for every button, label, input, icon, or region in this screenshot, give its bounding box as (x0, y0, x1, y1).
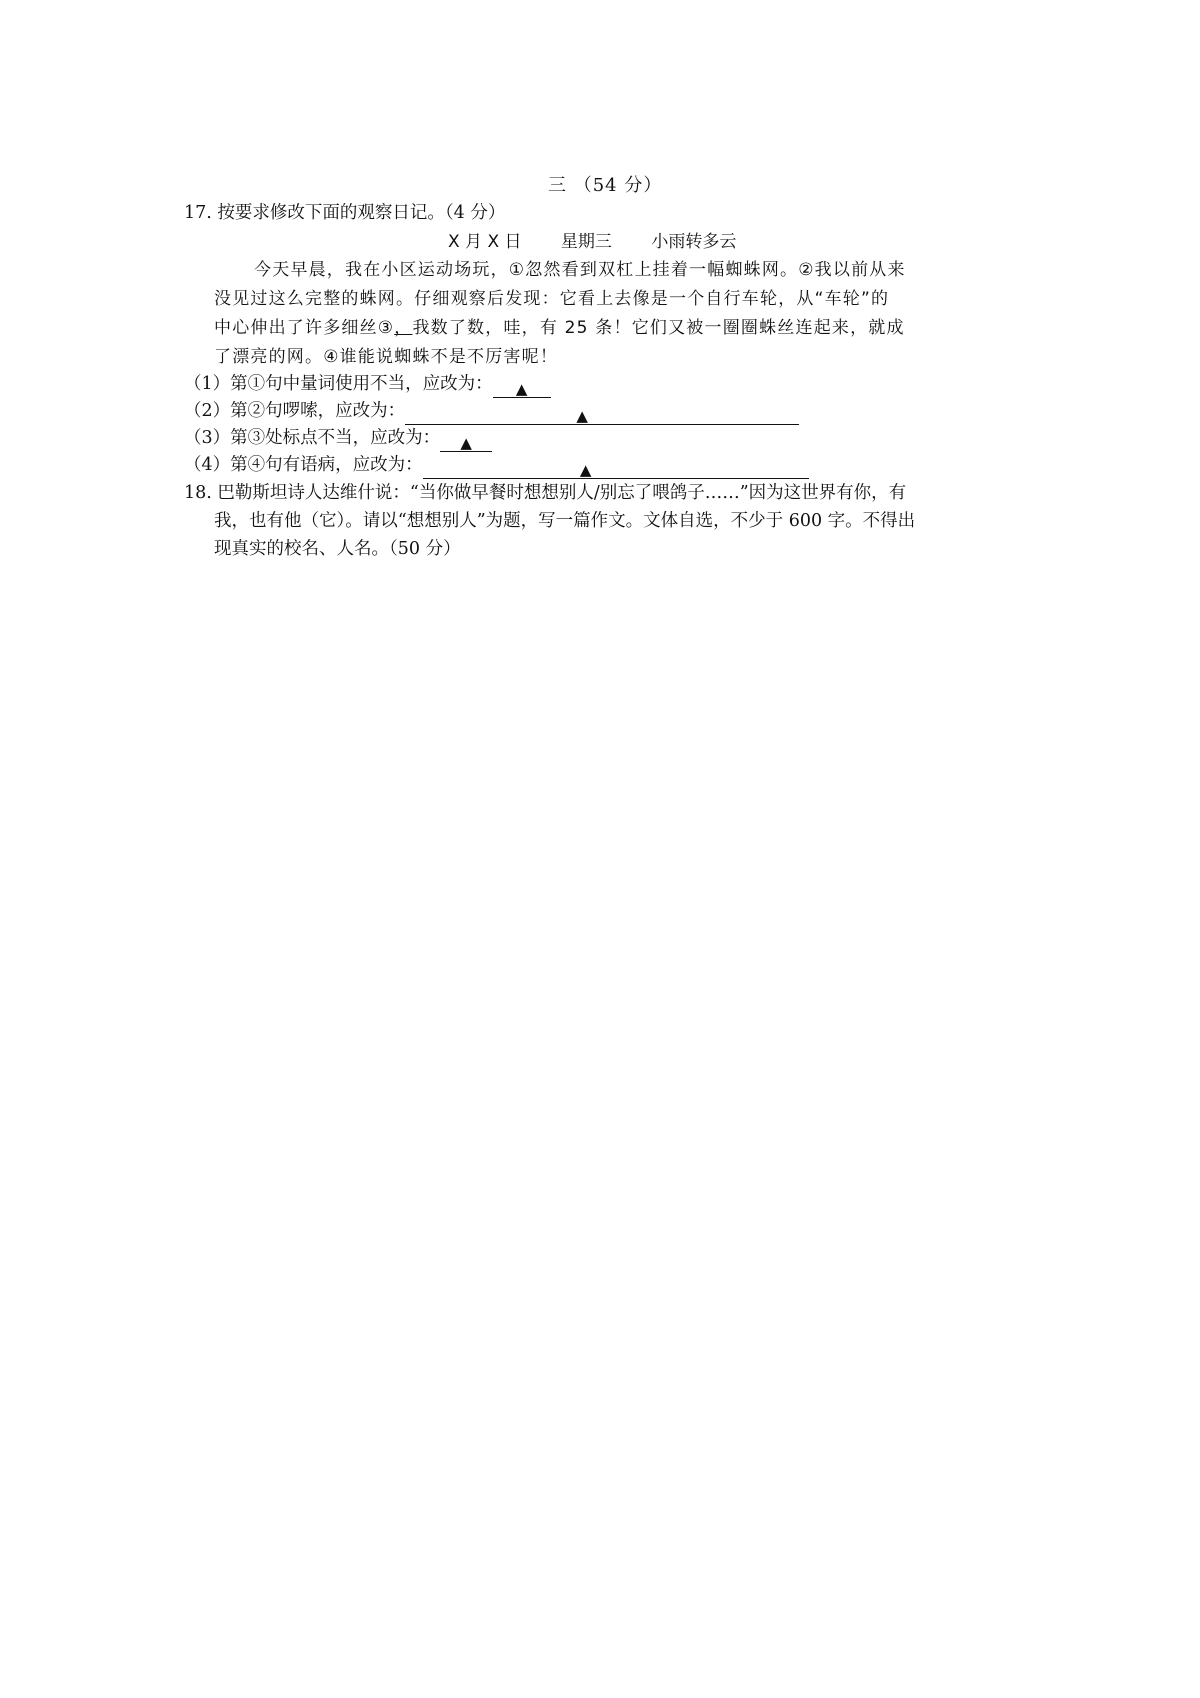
triangle-marker-icon: ▲ (579, 461, 592, 479)
triangle-marker-icon: ▲ (460, 434, 472, 452)
diary-line-1: 今天早晨，我在小区运动场玩，①忽然看到双杠上挂着一幅蜘蛛网。②我以前从来 (254, 260, 906, 280)
question-17-prompt: 17. 按要求修改下面的观察日记。（4 分） (184, 203, 506, 223)
diary-weekday: 星期三 (560, 232, 612, 252)
answer-blank-2[interactable] (405, 402, 799, 425)
diary-weather: 小雨转多云 (651, 232, 737, 252)
diary-date: X 月 X 日 (448, 232, 522, 252)
question-18-line-3: 现真实的校名、人名。（50 分） (214, 539, 461, 559)
diary-line-3 (214, 314, 1030, 342)
diary-line-3-end: 我数了数，哇，有 25 条！它们又被一圈圈蛛丝连起来，就成 (412, 318, 905, 338)
subquestion-1-text: （1）第①句中量词使用不当，应改为： (184, 374, 493, 394)
subquestion-3-text: （3）第③处标点不当，应改为： (184, 428, 441, 448)
diary-comma-marked: ， (394, 318, 413, 338)
answer-blank-3[interactable] (440, 429, 492, 452)
subquestion-1 (184, 370, 551, 398)
subquestion-4-text: （4）第④句有语病，应改为： (184, 455, 423, 475)
subquestion-4 (184, 451, 809, 479)
diary-line-3-start: 中心伸出了许多细丝③ (214, 318, 395, 338)
diary-line-2: 没见过这么完整的蛛网。仔细观察后发现：它看上去像是一个自行车轮，从“车轮”的 (214, 289, 890, 309)
subquestion-3 (184, 424, 492, 452)
diary-line-4: 了漂亮的网。④谁能说蜘蛛不是不厉害呢！ (214, 347, 559, 367)
subquestion-2-text: （2）第②句啰嗦，应改为： (184, 401, 406, 421)
section-title: 三 （54 分） (548, 175, 663, 196)
subquestion-2 (184, 397, 799, 425)
diary-header (448, 228, 736, 256)
triangle-marker-icon: ▲ (515, 380, 528, 398)
question-18-line-1: 18. 巴勒斯坦诗人达维什说：“当你做早餐时想想别人/别忘了喂鸽子……”因为这世界有你，有 (184, 483, 907, 503)
answer-blank-1[interactable] (493, 375, 551, 398)
question-18-line-2: 我，也有他（它）。请以“想想别人”为题，写一篇作文。文体自选，不少于 600 字。不得出 (214, 511, 916, 531)
answer-blank-4[interactable] (423, 456, 809, 479)
triangle-marker-icon: ▲ (576, 407, 588, 425)
